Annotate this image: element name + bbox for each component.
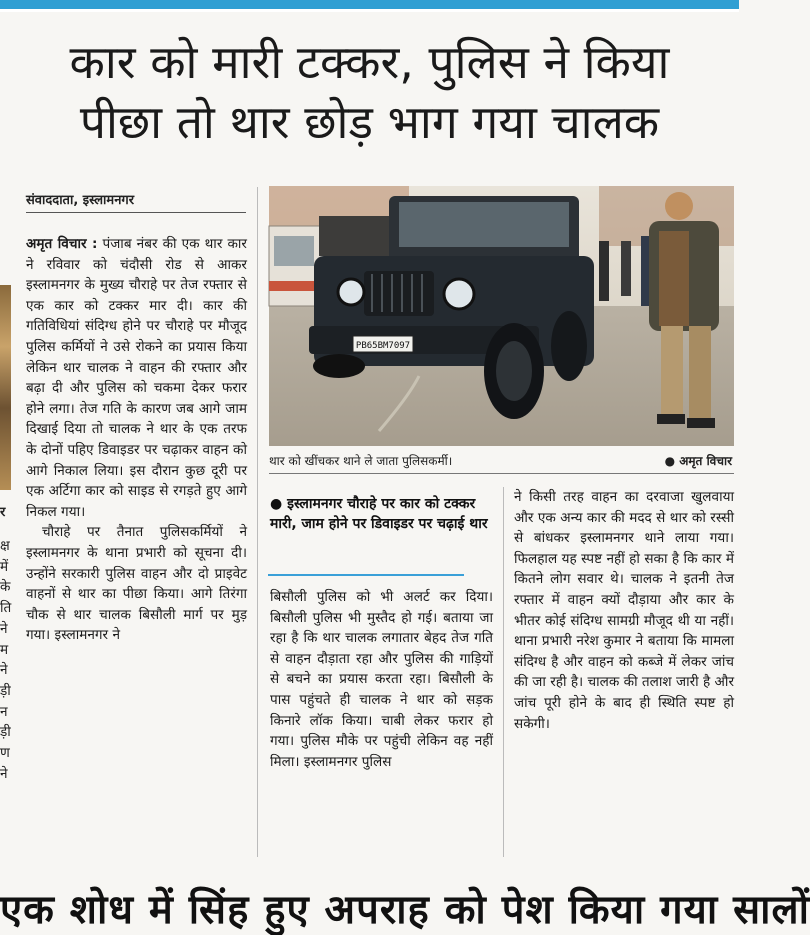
- pull-quote: ● इस्लामनगर चौराहे पर कार को टक्कर मारी, जाम होने पर डिवाइडर पर चढ़ाई थार: [270, 496, 488, 532]
- adjacent-photo-fragment: [0, 285, 11, 490]
- headline-line-1: कार को मारी टक्कर, पुलिस ने किया: [69, 35, 670, 89]
- column-divider: [257, 187, 258, 857]
- fragment-line: क्ष: [0, 538, 10, 554]
- caption-rule: [269, 473, 734, 474]
- photo-caption: थार को खींचकर थाने ले जाता पुलिसकर्मी।: [269, 454, 453, 468]
- article-paragraph: [26, 234, 247, 522]
- next-headline-text: एक शोध में सिंह हुए अपराह को पेश किया गया सालों: [0, 887, 810, 933]
- article-column-1: [26, 234, 247, 646]
- article-column-2: [270, 587, 493, 772]
- fragment-line: म: [0, 641, 9, 658]
- headline-line-2: पीछा तो थार छोड़ भाग गया चालक: [79, 95, 660, 149]
- column-divider: [503, 487, 504, 857]
- headline: [0, 32, 739, 152]
- fragment-line: ति: [0, 600, 12, 617]
- photo-credit: ● अमृत विचार: [664, 454, 732, 468]
- fragment-line: में: [0, 558, 9, 575]
- byline: संवाददाता, इस्लामनगर: [26, 193, 135, 208]
- fragment-line: ण: [0, 745, 10, 762]
- fragment-line: ड़ी: [0, 682, 11, 699]
- article-paragraph: ने किसी तरह वाहन का दरवाजा खुलवाया और एक अन्य कार की मदद से थार को रस्सी से बांधकर इस्लामनगर थाने लाया गया। फिलहाल यह स्पष्ट नहीं हो सका है कि कार में कितने लोग सवार थे। चालक ने इतनी तेज रफ्तार में वाहन क्यों दौड़ाया और कार के भीतर कोई संदिग्ध सामग्री मौजूद थी या नहीं। थाना प्रभारी नरेश कुमार ने बताया कि मामला संदिग्ध है और वाहन को कब्जे में लेकर जांच की जा रही है। चालक की तलाश जारी है और जांच पूरी होने के बाद ही स्थिति स्पष्ट हो सकेगी।: [514, 489, 734, 732]
- thar-photo-illustration: [269, 186, 734, 446]
- fragment-line: के: [0, 579, 11, 596]
- fragment-line: ने: [0, 765, 8, 782]
- top-accent-gap: [0, 9, 739, 12]
- paragraph-text: पंजाब नंबर की एक थार कार ने रविवार को चंदौसी रोड से आकर इस्लामनगर के मुख्य चौराहे पर तेज रफ्तार से एक कार को टक्कर मार दी। कार की गतिविधियां संदिग्ध होने पर चौराहे पर मौजूद पुलिस कर्मियों ने उसे रोकने का प्रयास किया लेकिन थार चालक ने वाहन की रफ्तार और बढ़ा दी और पुलिस को चकमा देकर फरार होने लगा। तेज गति के कारण जब आगे जाम दिखाई दिया तो चालक ने थार के एक तरफ के दोनों पहिए डिवाइडर पर चढ़ाकर वाहन को आगे निकाल लिया। इस दौरान कुछ दूरी पर एक अर्टिगा कार को साइड से रगड़ते हुए आगे निकल गया।: [26, 236, 247, 520]
- adjacent-article-fragment-label: र: [0, 505, 6, 520]
- fragment-line: ड़ी: [0, 724, 11, 741]
- fragment-line: न: [0, 703, 8, 720]
- next-headline-teaser: [0, 872, 810, 933]
- byline-rule: [26, 212, 246, 213]
- fragment-line: ने: [0, 620, 8, 637]
- news-photo: [269, 186, 734, 446]
- pull-quote-rule: [268, 574, 464, 576]
- article-paragraph: बिसौली पुलिस को भी अलर्ट कर दिया। बिसौली पुलिस भी मुस्तैद हो गई। बताया जा रहा है कि थार चालक लगातार बेहद तेज गति से वाहन दौड़ाता रहा और पुलिस की गाड़ियों से बचने का प्रयास करता रहा। बिसौली के पास पहुंचते ही चालक ने थार को सड़क किनारे लॉक किया। चाबी लेकर फरार हो गया। पुलिस मौके पर पहुंची लेकिन वह नहीं मिला। इस्लामनगर पुलिस: [270, 589, 493, 770]
- adjacent-article-fragment-text: [0, 536, 14, 784]
- fragment-line: ने: [0, 662, 8, 679]
- article-paragraph: चौराहे पर तैनात पुलिसकर्मियों ने इस्लामनगर के थाना प्रभारी को सूचना दी। उन्होंने सरकारी पुलिस वाहन और दो प्राइवेट वाहनों से थार का पीछा किया। आगे तिरंगा चौक से थार चालक बिसौली मार्ग पर मुड़ गया। इस्लामनगर ने: [26, 524, 247, 644]
- top-accent-bar: [0, 0, 739, 9]
- lead-label: अमृत विचार :: [26, 236, 98, 252]
- photo-caption-row: [269, 452, 734, 469]
- article-column-3: [514, 487, 734, 734]
- license-plate: PB65BM7097: [355, 341, 411, 351]
